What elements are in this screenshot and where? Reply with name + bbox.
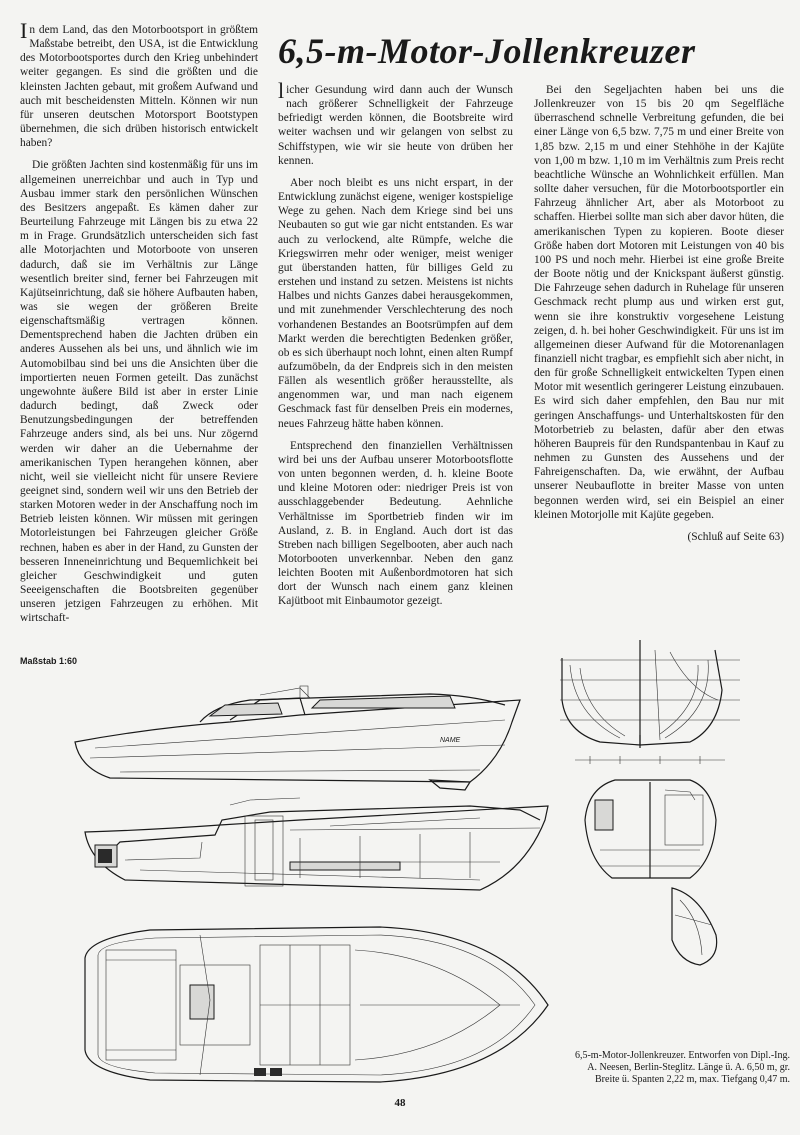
article-title: 6,5-m-Motor-Jollenkreuzer	[278, 31, 696, 71]
paragraph: licher Gesundung wird dann auch der Wunsch nach größerer Schnelligkeit der Fahrzeuge befriedigt werden können, die Bootsbreite wird weiter wachsen und wir gelangen von selbst zu Schiffstypen, wie wir sie heute von drüben her kennen.	[278, 78, 513, 167]
paragraph: Die größten Jachten sind kostenmäßig für uns im allgemeinen unerreichbar und auch in Typ und Ausbau immer stark den persönlichen Wünschen des Besitzers angepaßt. Es kämen daher zur Beurteilung Fahrzeuge mit Längen bis zu etwa 22 m in Frage. Grundsätzlich unterscheiden sich fast alle Motorjachten und Motorboote von unseren dadurch, daß sie im Verhältnis zur Länge wesentlich breiter sind, ferner bei Fahrzeugen mit Kajütseinrichtung, daß sie höhere Aufbauten haben, was sie wegen der größeren Breite eigenschaftsmäßig vertragen können. Dementsprechend haben die Jachten drüben ein anderes Aussehen als bei uns, und ähnlich wie im Automobilbau sind bei uns die Ansichten über die importierten neuen Formen geteilt. Das zunächst ungewohnte äußere Bild ist aber in erster Linie dadurch bedingt, daß Zweck oder Benutzungsbedingungen der betreffenden Fahrzeuge anders sind, als bei uns. Nur zögernd werden wir daher an die Uebernahme der amerikanischen Typen herangehen können, aber nicht, weil sie vielleicht nicht für unsere Reviere geeignet sind, sondern weil wir uns den Betrieb der starken Motoren weder in der Anschaffung noch im Betrieb leisten können. Wir müssen mit geringen Motorleistungen bei Fahrzeugen gleicher Größe rechnen, haben es aber in der Hand, zu Gunsten der besseren Inneneinrichtung und Bequemlichkeit bei gleicher Geschwindigkeit und guten Seeeigenschaften die Bootsbreiten gegenüber unseren jetzigen Fahrzeugen zu erhöhen. Mit wirtschaft-	[20, 159, 258, 625]
stern-section-drawing	[672, 888, 717, 965]
cross-section-drawing	[585, 780, 716, 878]
caption-line: 6,5-m-Motor-Jollenkreuzer. Entworfen von Dipl.-Ing.	[574, 1050, 790, 1061]
paragraph: Aber noch bleibt es uns nicht erspart, in der Entwicklung zunächst eigene, weniger kostspielige Wege zu gehen. Nach dem Kriege sind bei uns Neubauten so gut wie gar nicht entstanden. Es war auch zu verlockend, alte Rümpfe, welche die Kriegswirren mehr oder weniger, meist weniger gut überstanden hatten, für billiges Geld zu erstehen und instand zu setzen. Meistens ist nichts Halbes und nichts Ganzes dabei herausgekommen, und mit zunehmender Verschlechterung des noch vorhandenen Bestandes an Bootsrümpfen auf dem Markt werden die berechtigten Bedenken größer, ob es sich überhaupt noch lohnt, einen alten Rumpf aufzumöbeln, da der Endpreis sich in den meisten Fällen als wesentlich größer herausstellte, als angenommen war, und man nach eigenem Geschmack fast für denselben Preis ein modernes, neues Fahrzeug hätte haben können.	[278, 176, 513, 430]
paragraph: Entsprechend den finanziellen Verhältnissen wird bei uns der Aufbau unserer Motorbootsflotte von unten begonnen werden, d. h. kleine Boote und kleine Motoren oder: niedriger Preis ist von ausschlaggebender Bedeutung. Aehnliche Verhältnisse im Sportbetrieb finden wir im Ausland, z. B. in England. Auch dort ist das Streben nach billigen Segelbooten, aber auch nach Motorbooten unverkennbar. Neben den ganz leichten Booten mit Außenbordmotoren hat sich dort der Wunsch nach einem ganz kleinen Kajütboot mit Einbaumotor gezeigt.	[278, 439, 513, 608]
caption-line: Breite ü. Spanten 2,22 m, max. Tiefgang 0,47 m.	[595, 1074, 790, 1085]
caption-line: A. Neesen, Berlin-Steglitz. Länge ü. A. 6,50 m, gr.	[587, 1062, 790, 1073]
scale-label: Maßstab 1:60	[20, 656, 78, 666]
body-plan-drawing	[560, 640, 740, 764]
longitudinal-section-drawing	[85, 798, 548, 890]
boat-name-label: NAME	[440, 737, 461, 744]
paragraph: In dem Land, das den Motorbootsport in größtem Maßstabe betreibt, den USA, ist die Entwicklung des Motorbootsportes durch den Krieg unbehindert weiter gegangen. Es sind die größten und die kleinsten Jachten gebaut, mit großem Aufwand und auch mit bescheidensten Mitteln. Können wir nun für unseren deutschen Motorsport Bootstypen übernehmen, die sich drüben historisch entwickelt haben?	[20, 18, 258, 150]
figure-caption	[494, 1050, 790, 1086]
deck-plan-drawing	[85, 927, 548, 1082]
paragraph: Bei den Segeljachten haben bei uns die Jollenkreuzer von 15 bis 20 qm Segelfläche überraschend schnelle Verbreitung gefunden, die bei einer Länge von 6,5 bzw. 7,75 m und einer Breite von 1,85 bzw. 2,15 m und einer Stehhöhe in der Kajüte von 1,00 m bzw. 1,10 m im Verhältnis zum Preis recht beachtliche Wünsche an Wohnlichkeit erfüllen. Man sollte daher versuchen, für die Motorbootsportler ein Fahrzeug ähnlicher Art, aber als Motorboot zu schaffen. Hierbei sollte man sich aber davor hüten, die amerikanischen Typen zu kopieren. Boote dieser Größe haben dort Motoren mit Leistungen von 40 bis 100 PS und noch mehr. Hierbei ist eine große Breite der Boote nötig und der Knickspant äußerst günstig. Die Fahrzeuge sehen dadurch in Ruhelage für unseren Geschmack recht plump aus und wirken erst gut, wenn sie ihre konstruktiv vorgesehene Leistung zeigen, d. h. bei hoher Geschwindigkeit. Für uns ist im allgemeinen dieser Aufwand für die Motorenanlagen finanziell nicht tragbar, es empfiehlt sich aber nicht, in den für große Schnelligkeit entwickelten Typen einen Motor mit wesentlich geringerer Leistung einzubauen. Es wird sich daher empfehlen, den Bau nur mit geringen Anschaffungs- und Unterhaltskosten für den Motorbetrieb zu belasten, dafür aber den etwas höheren Baupreis für den Rundspantenbau in Kauf zu nehmen zu Gunsten des Aussehens und der Fahreigenschaften. Da, wie erwähnt, der Aufbau unserer Neubauflotte in breiter Masse von unten begonnen werden wird, sei ein Beispiel an einer kleinen Motorjolle mit Kajüte gegeben.	[534, 84, 784, 521]
continued-note: (Schluß auf Seite 63)	[687, 530, 784, 543]
page-number: 48	[394, 1097, 406, 1109]
